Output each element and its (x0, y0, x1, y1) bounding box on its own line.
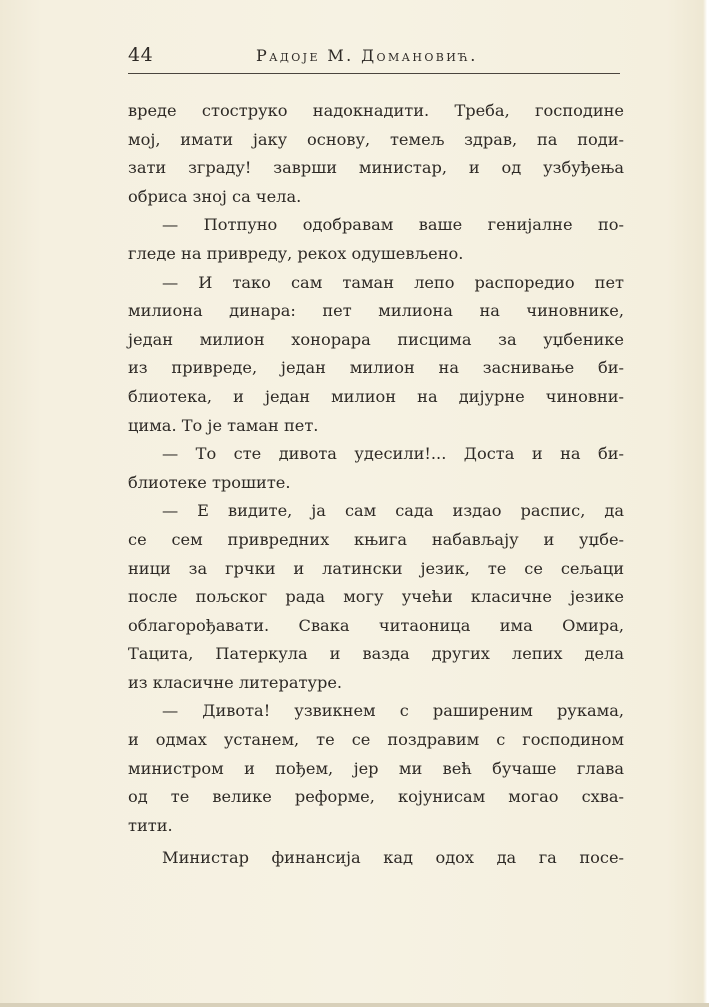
text-line: мој, имати јаку основу, темељ здрав, па поди- (128, 129, 624, 149)
page-edge-right (703, 0, 709, 1007)
page-header (128, 42, 620, 72)
text-line: гледе на привреду, рекох одушевљено. (128, 243, 464, 263)
text-line: Тацита, Патеркула и вазда других лепих дела (128, 644, 624, 664)
text-line: ници за грчки и латински језик, те се сељаци (128, 558, 624, 578)
text-line: обриса зној са чела. (128, 186, 302, 206)
page-number: 44 (128, 44, 154, 66)
text-line: тити. (128, 815, 173, 835)
body-text (128, 97, 624, 873)
text-line: од те велике реформе, којунисам могао схва- (128, 787, 624, 807)
page-edge-bottom (0, 1003, 709, 1007)
text-line: један милион хонорара писцима за уџбенике (128, 329, 624, 349)
text-line: — И тако сам таман лепо распоредио пет (162, 272, 624, 292)
header-rule (128, 73, 620, 74)
text-line: блиотека, и један милион на дијурне чиновни- (128, 386, 624, 406)
text-line: министром и пођем, јер ми већ бучаше глава (128, 758, 624, 778)
text-line: из привреде, један милион на заснивање би- (128, 358, 624, 378)
text-line: — Потпуно одобравам ваше генијалне по- (162, 215, 624, 235)
text-line: — То сте дивота удесили!... Доста и на би- (162, 444, 624, 464)
text-line: се сем привредних књига набављају и уџбе- (128, 529, 624, 549)
text-line: цима. То је таман пет. (128, 415, 319, 435)
text-line: милиона динара: пет милиона на чиновнике, (128, 301, 624, 321)
text-line: вреде стоструко надокнадити. Треба, господине (128, 101, 624, 120)
text-line: облагорођавати. Свака читаоница има Омира, (128, 615, 624, 635)
text-line: Министар финансија кад одох да га посе- (162, 848, 624, 868)
text-line: блиотеке трошите. (128, 472, 291, 492)
text-line: зати зграду! заврши министар, и од узбуђења (128, 158, 624, 178)
running-head: Радоје М. Домановић. (256, 46, 478, 65)
text-line: после пољског рада могу учећи класичне језике (128, 587, 624, 607)
text-line: — Дивота! узвикнем с раширеним рукама, (162, 701, 624, 721)
text-line: — Е видите, ја сам сада издао распис, да (162, 501, 624, 521)
text-line: и одмах устанем, те се поздравим с господином (128, 730, 624, 750)
text-line: из класичне литературе. (128, 672, 343, 692)
